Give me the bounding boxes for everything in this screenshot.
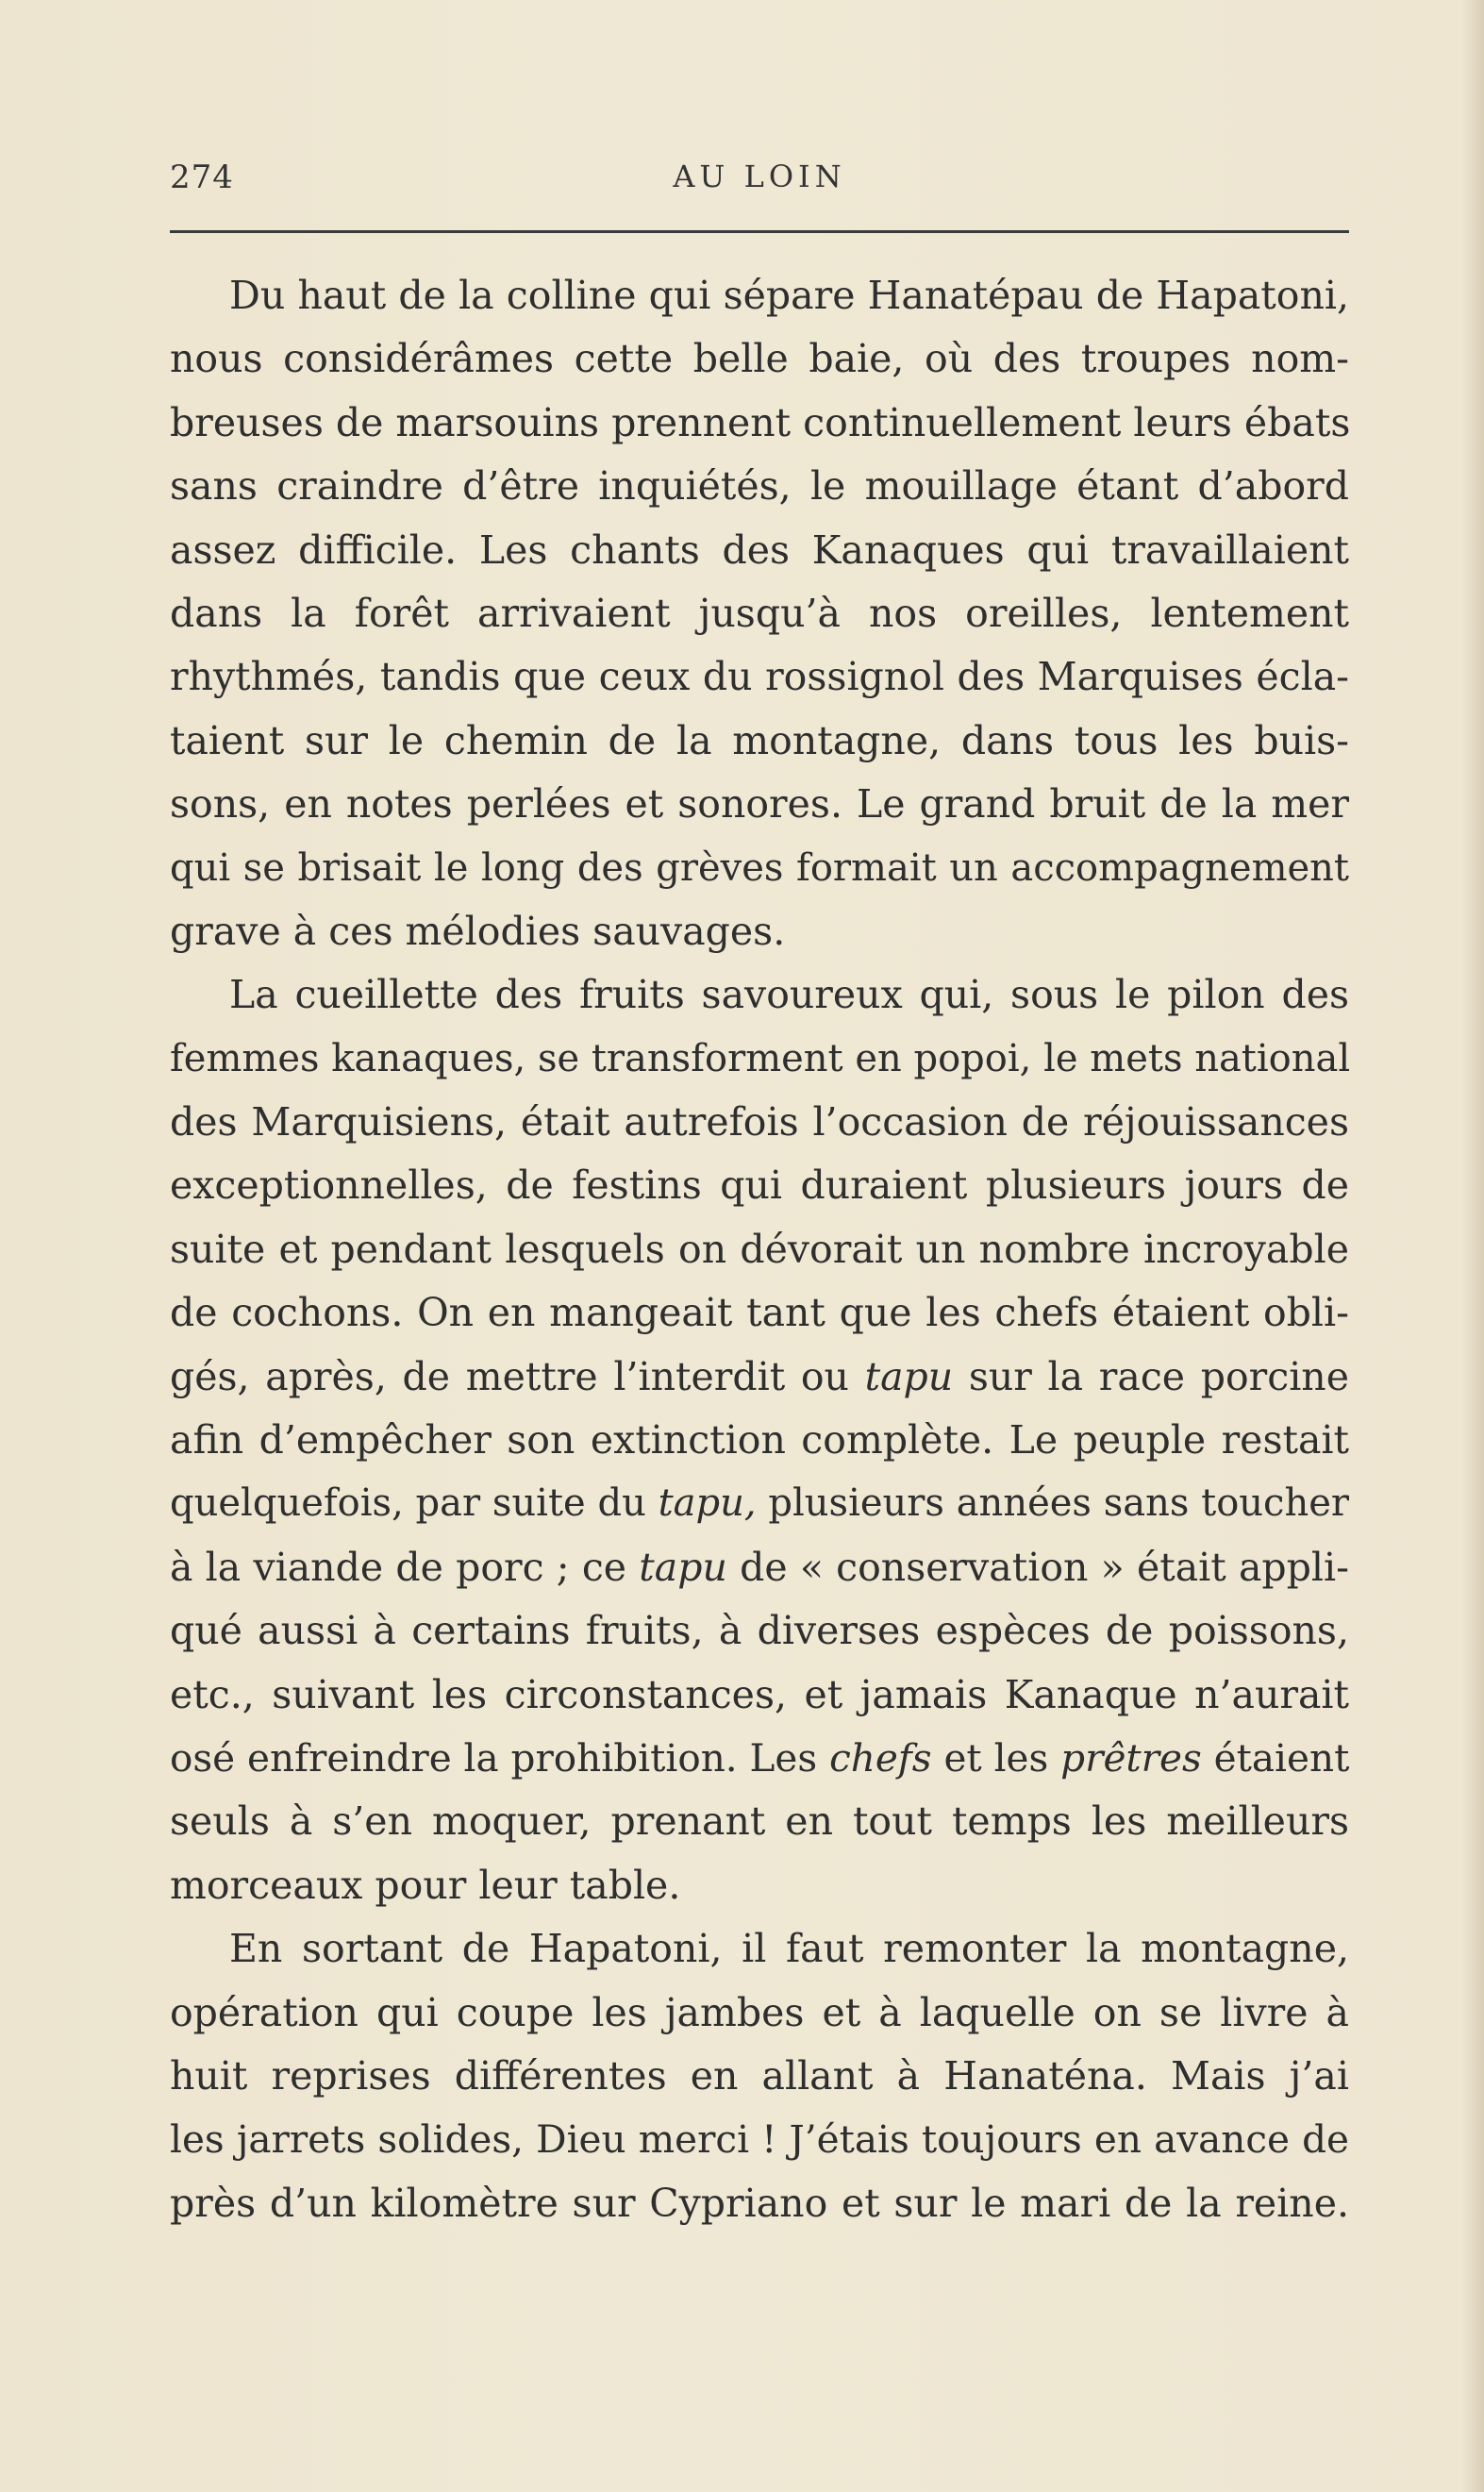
text-line: En sortant de Hapatoni, il faut remonter la montagne, <box>229 1926 1349 1972</box>
text-line: grave à ces mélodies sauvages. <box>170 908 786 954</box>
text-line: Du haut de la colline qui sépare Hanatépau de Hapatoni, <box>229 273 1349 318</box>
text-line: sons, en notes perlées et sonores. Le grand bruit de la mer <box>170 781 1349 828</box>
text-line: nous considérâmes cette belle baie, où des troupes nom- <box>170 336 1349 382</box>
text-line: huit reprises différentes en allant à Hanaténa. Mais j’ai <box>170 2052 1349 2099</box>
text-line: qué aussi à certains fruits, à diverses espèces de poissons, <box>170 1608 1349 1654</box>
text-line: des Marquisiens, était autrefois l’occasion de réjouissances <box>170 1099 1349 1146</box>
text-line: opération qui coupe les jambes et à laquelle on se livre à <box>170 1989 1349 2035</box>
text-line: à la viande de porc ; ce tapu de « conservation » était appli- <box>170 1544 1349 1590</box>
text-line: suite et pendant lesquels on dévorait un nombre incroyable <box>170 1226 1349 1272</box>
text-line: afin d’empêcher son extinction complète. Le peuple restait <box>170 1417 1349 1463</box>
page-header <box>170 159 1349 206</box>
text-line: gés, après, de mettre l’interdit ou tapu sur la race porcine <box>170 1353 1349 1399</box>
text-line: dans la forêt arrivaient jusqu’à nos oreilles, lentement <box>170 590 1349 636</box>
text-line: exceptionnelles, de festins qui duraient plusieurs jours de <box>170 1162 1349 1209</box>
text-line: osé enfreindre la prohibition. Les chefs et les prêtres étaient <box>170 1734 1350 1781</box>
running-title: AU LOIN <box>673 159 846 194</box>
text-line: La cueillette des fruits savoureux qui, sous le pilon des <box>229 972 1349 1018</box>
text-line: sans craindre d’être inquiétés, le mouillage étant d’abord <box>170 463 1349 510</box>
text-line: qui se brisait le long des grèves formait un accompagnement <box>170 845 1349 890</box>
italic-term: chefs <box>829 1734 932 1781</box>
body-text <box>170 264 1349 2235</box>
header-rule <box>170 230 1349 233</box>
text-line: de cochons. On en mangeait tant que les chefs étaient obli- <box>170 1290 1349 1336</box>
italic-term: tapu <box>864 1353 954 1399</box>
text-line: etc., suivant les circonstances, et jamais Kanaque n’aurait <box>170 1671 1349 1717</box>
text-line: rhythmés, tandis que ceux du rossignol des Marquises écla- <box>170 654 1349 700</box>
text-line: taient sur le chemin de la montagne, dans tous les buis- <box>170 717 1349 763</box>
page-number: 274 <box>170 159 234 196</box>
text-line: breuses de marsouins prennent continuellement leurs ébats <box>170 399 1351 445</box>
text-line: seuls à s’en moquer, prenant en tout temps les meilleurs <box>170 1798 1349 1845</box>
italic-term: prêtres <box>1060 1734 1202 1781</box>
page-edge-shadow <box>1461 0 1484 2492</box>
text-line: les jarrets solides, Dieu merci ! J’étais toujours en avance de <box>170 2116 1349 2163</box>
text-line: assez difficile. Les chants des Kanaques qui travaillaient <box>170 527 1349 573</box>
italic-term: tapu <box>639 1544 727 1590</box>
italic-term: tapu, <box>658 1481 757 1526</box>
text-line: près d’un kilomètre sur Cypriano et sur le mari de la reine. <box>170 2180 1349 2226</box>
text-line: quelquefois, par suite du tapu, plusieurs années sans toucher <box>170 1481 1350 1526</box>
text-line: femmes kanaques, se transforment en popoi, le mets national <box>170 1036 1351 1080</box>
text-line: morceaux pour leur table. <box>170 1862 681 1908</box>
